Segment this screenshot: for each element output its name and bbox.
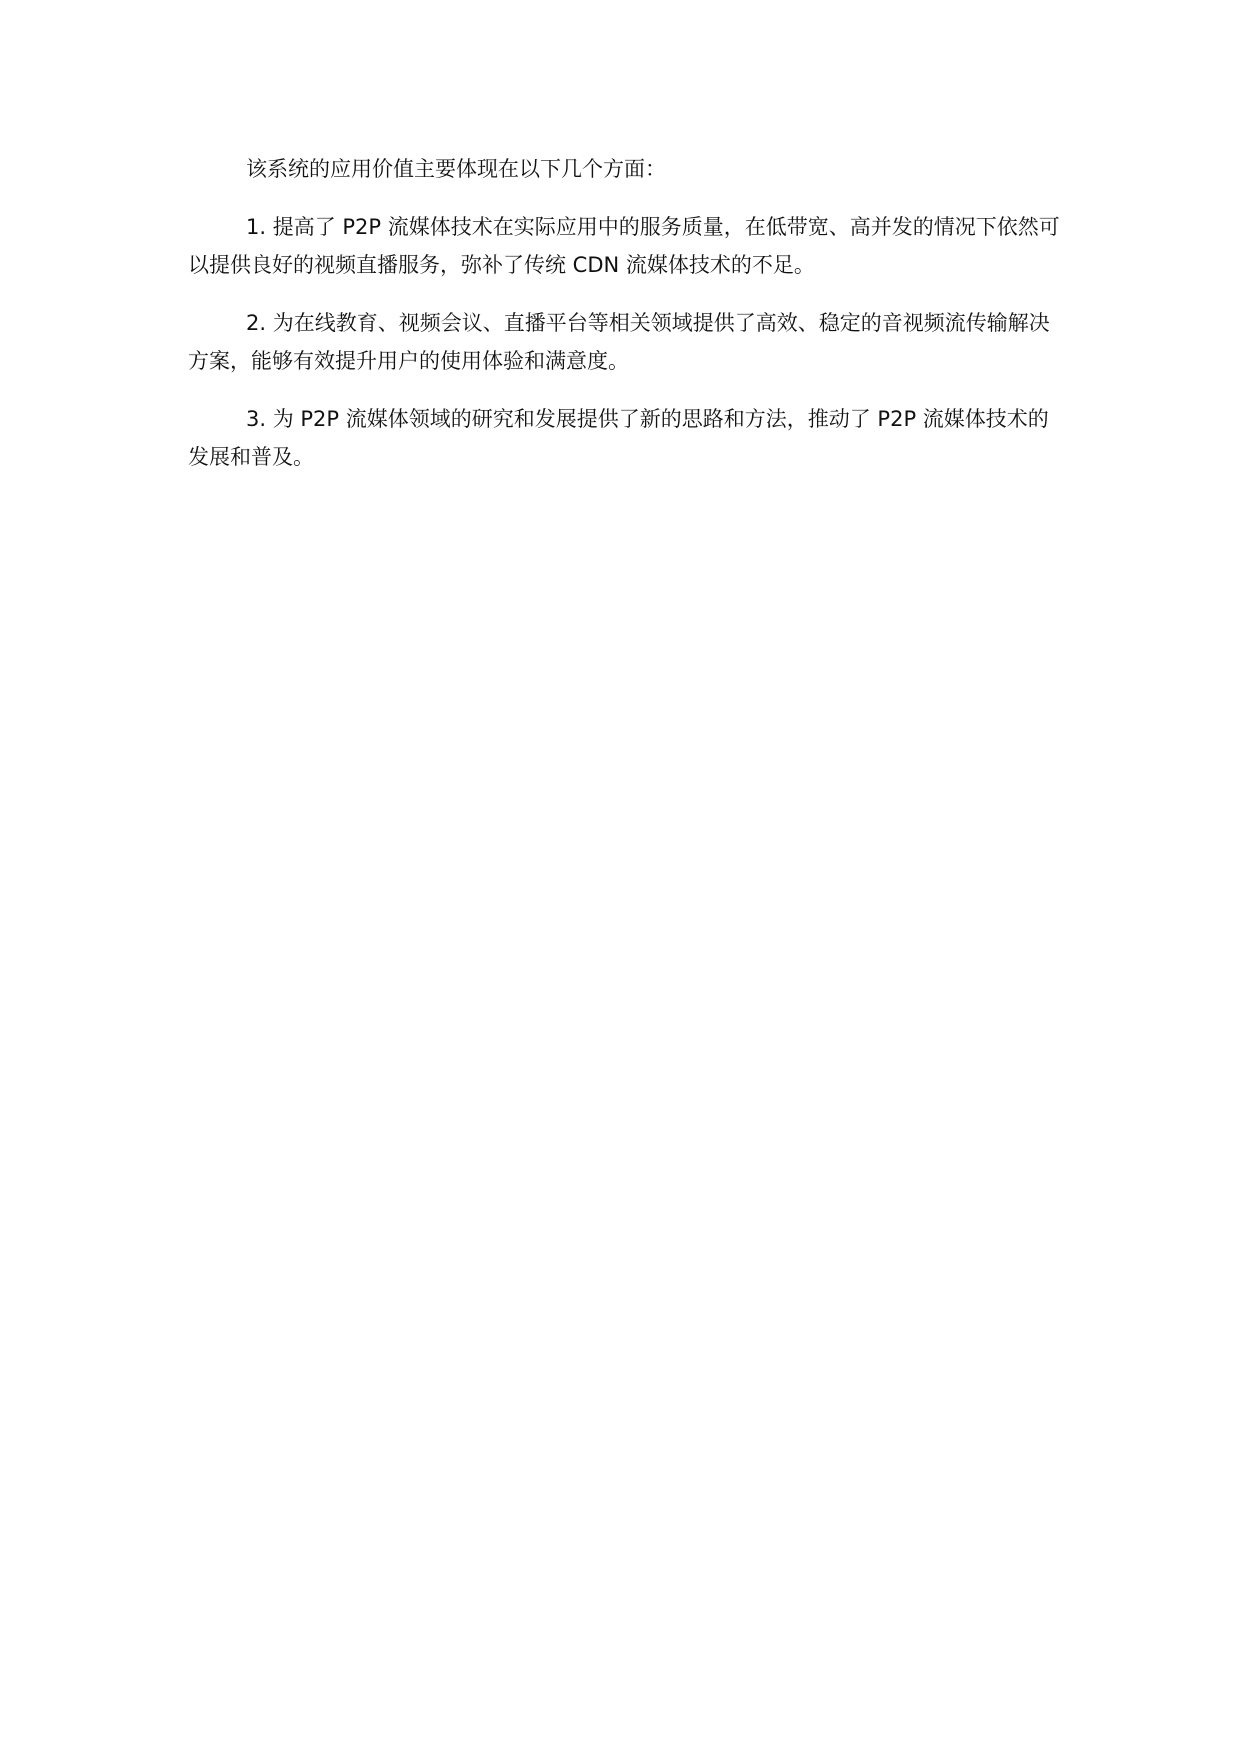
intro-paragraph: 该系统的应用价值主要体现在以下几个方面：	[246, 157, 666, 181]
point-paragraph-1: 1. 提高了 P2P 流媒体技术在实际应用中的服务质量，在低带宽、高并发的情况下依然可以提供良好的视频直播服务，弥补了传统 CDN 流媒体技术的不足。	[188, 215, 1060, 277]
point-paragraph-3: 3. 为 P2P 流媒体领域的研究和发展提供了新的思路和方法，推动了 P2P 流媒体技术的发展和普及。	[188, 407, 1049, 469]
document-body	[188, 150, 1063, 496]
point-paragraph-2: 2. 为在线教育、视频会议、直播平台等相关领域提供了高效、稳定的音视频流传输解决方案，能够有效提升用户的使用体验和满意度。	[188, 311, 1050, 373]
